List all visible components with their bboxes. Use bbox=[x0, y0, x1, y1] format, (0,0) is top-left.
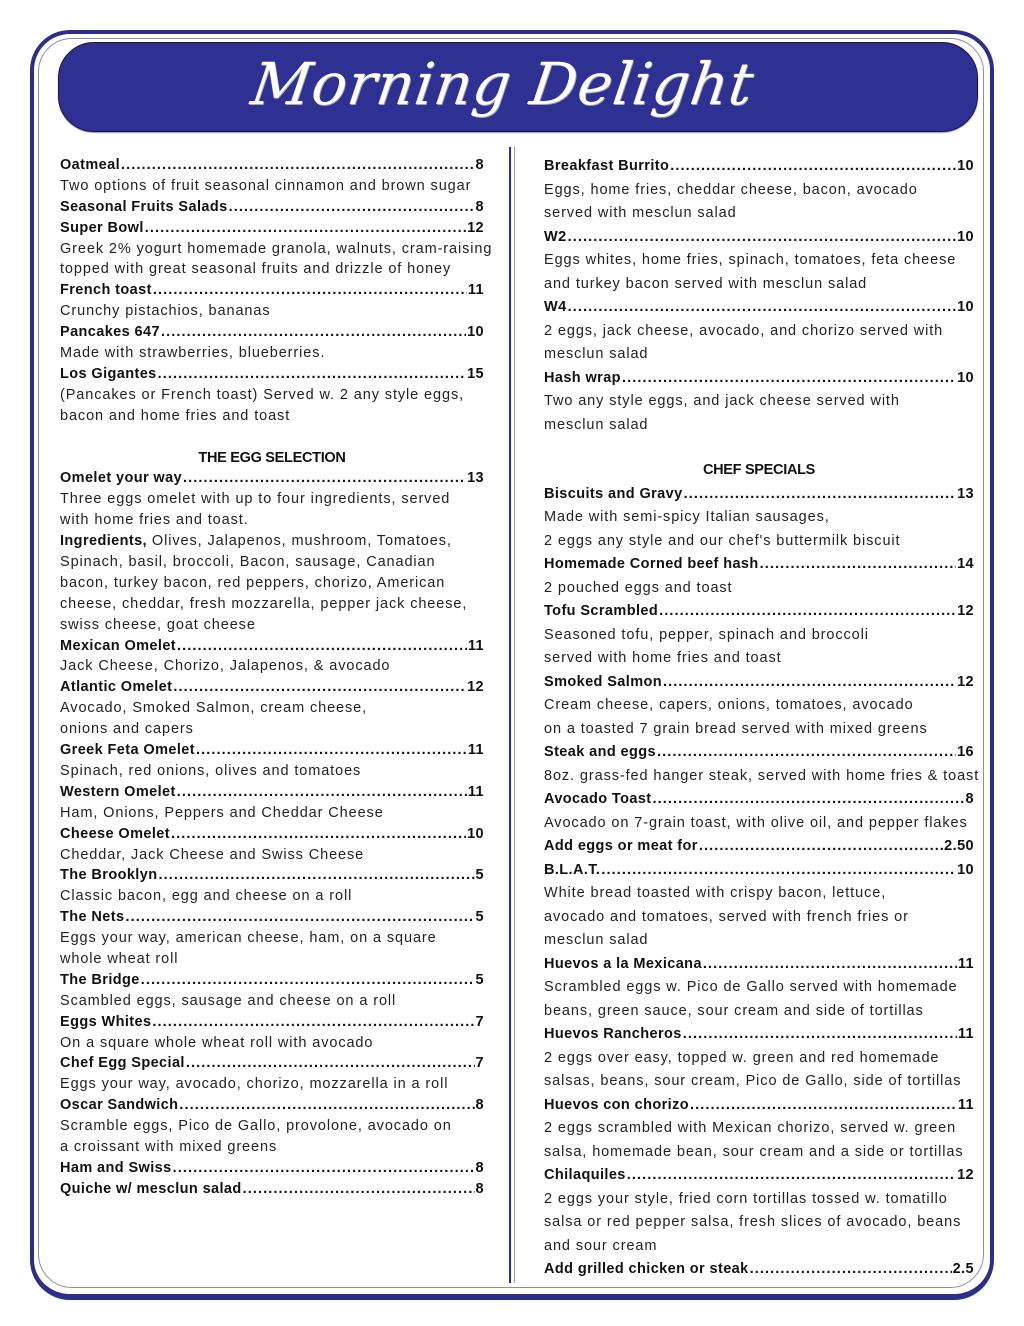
menu-item-description: 2 eggs over easy, topped w. green and red homemade bbox=[544, 1049, 940, 1066]
menu-item-price: 13 bbox=[957, 485, 974, 502]
menu-item bbox=[544, 859, 974, 883]
right-column bbox=[544, 155, 980, 1282]
dot-leader bbox=[152, 1012, 474, 1033]
menu-item-price: 10 bbox=[957, 861, 974, 878]
dot-leader bbox=[683, 1023, 957, 1047]
dot-leader bbox=[177, 636, 467, 657]
menu-item-description: with home fries and toast. bbox=[60, 512, 249, 529]
menu-item bbox=[544, 367, 974, 391]
dot-leader bbox=[173, 677, 466, 698]
menu-item-price: 8 bbox=[475, 1097, 484, 1114]
menu-item-price: 5 bbox=[475, 909, 484, 926]
menu-item-price: 11 bbox=[467, 783, 484, 800]
menu-item-name: Pancakes 647 bbox=[60, 324, 160, 341]
menu-item-description: 2 eggs scrambled with Mexican chorizo, served w. green bbox=[544, 1120, 957, 1136]
menu-item-description: Avocado on 7-grain toast, with olive oil, and pepper flakes bbox=[544, 814, 968, 831]
menu-item bbox=[60, 280, 484, 301]
menu-item-name: Mexican Omelet bbox=[60, 637, 177, 654]
ingredients-line: Spinach, basil, broccoli, Bacon, sausage, Canadian bbox=[60, 554, 436, 571]
menu-item-name: Chilaquiles bbox=[544, 1167, 626, 1183]
menu-item-description: Scrambled eggs w. Pico de Gallo served with homemade bbox=[544, 979, 958, 995]
dot-leader bbox=[601, 859, 956, 883]
menu-item-description: mesclun salad bbox=[544, 416, 649, 433]
menu-item bbox=[60, 1158, 484, 1179]
menu-item-description: On a square whole wheat roll with avocado bbox=[60, 1034, 374, 1051]
menu-item-price: 5 bbox=[475, 971, 484, 988]
menu-item-description: Scramble eggs, Pico de Gallo, provolone, avocado on bbox=[60, 1118, 452, 1135]
menu-item bbox=[60, 1012, 484, 1033]
menu-item-name: Seasonal Fruits Salads bbox=[60, 198, 228, 215]
menu-item-description: Spinach, red onions, olives and tomatoes bbox=[60, 762, 362, 779]
ingredients-label: Ingredients, bbox=[60, 533, 147, 550]
menu-item-name: The Bridge bbox=[60, 971, 140, 988]
menu-item-name: Avocado Toast bbox=[544, 791, 652, 807]
dot-leader bbox=[186, 1053, 475, 1074]
dot-leader bbox=[627, 1164, 956, 1188]
menu-item-name: B.L.A.T. bbox=[544, 861, 601, 878]
menu-item-description: and turkey bacon served with mesclun salad bbox=[544, 275, 868, 292]
dot-leader bbox=[145, 218, 466, 239]
menu-item-price: 14 bbox=[957, 556, 974, 572]
menu-item bbox=[544, 953, 974, 977]
menu-item-description: 2 pouched eggs and toast bbox=[544, 579, 733, 596]
menu-item-name: W4 bbox=[544, 299, 567, 315]
menu-item-description: avocado and tomatoes, served with french fries or bbox=[544, 908, 909, 925]
dot-leader bbox=[161, 322, 466, 343]
menu-item-price: 10 bbox=[957, 369, 974, 386]
dot-leader bbox=[125, 907, 474, 928]
menu-item-price: 11 bbox=[957, 1026, 974, 1042]
menu-item-price: 5 bbox=[475, 867, 484, 884]
menu-item-description: bacon and home fries and toast bbox=[60, 407, 291, 424]
menu-item-price: 10 bbox=[957, 228, 974, 245]
menu-item-description: Two options of fruit seasonal cinnamon and brown sugar bbox=[60, 177, 472, 194]
menu-item-name: French toast bbox=[60, 282, 152, 299]
menu-item bbox=[60, 865, 484, 886]
menu-item-name: The Nets bbox=[60, 909, 125, 926]
menu-item bbox=[60, 824, 484, 845]
menu-item-price: 11 bbox=[957, 955, 974, 972]
menu-item bbox=[60, 782, 484, 803]
menu-item-name: Add grilled chicken or steak bbox=[544, 1261, 749, 1277]
menu-item-name: Super Bowl bbox=[60, 219, 144, 236]
menu-item-name: The Brooklyn bbox=[60, 867, 158, 884]
menu-item-description: a croissant with mixed greens bbox=[60, 1138, 278, 1155]
menu-item-price: 11 bbox=[467, 637, 484, 654]
menu-item-name: Breakfast Burrito bbox=[544, 158, 670, 174]
dot-leader bbox=[622, 367, 956, 391]
dot-leader bbox=[653, 788, 965, 812]
menu-item bbox=[544, 1164, 974, 1188]
menu-item bbox=[60, 364, 484, 385]
dot-leader bbox=[699, 835, 943, 859]
menu-item-description: Classic bacon, egg and cheese on a roll bbox=[60, 888, 353, 905]
menu-item bbox=[544, 483, 974, 507]
ingredients-line: cheese, cheddar, fresh mozzarella, pepper jack cheese, bbox=[60, 595, 468, 612]
menu-item bbox=[544, 226, 974, 250]
menu-item-description: Cream cheese, capers, onions, tomatoes, avocado bbox=[544, 697, 914, 713]
dot-leader bbox=[179, 1095, 474, 1116]
ingredients-line: bacon, turkey bacon, red peppers, chorizo, American bbox=[60, 574, 446, 591]
menu-item-name: Quiche w/ mesclun salad bbox=[60, 1180, 242, 1197]
section-title-egg-selection: THE EGG SELECTION bbox=[198, 449, 346, 466]
menu-item-name: Homemade Corned beef hash bbox=[544, 556, 759, 572]
menu-item-price: 7 bbox=[475, 1055, 484, 1072]
menu-item bbox=[60, 468, 484, 489]
menu-item-description: White bread toasted with crispy bacon, lettuce, bbox=[544, 885, 887, 901]
menu-item bbox=[544, 741, 974, 765]
dot-leader bbox=[141, 970, 475, 991]
spacer bbox=[60, 427, 484, 448]
menu-item bbox=[60, 218, 484, 239]
menu-item-price: 16 bbox=[957, 744, 974, 760]
ingredients-text: Olives, Jalapenos, mushroom, Tomatoes, bbox=[146, 533, 452, 550]
menu-item-name: Oscar Sandwich bbox=[60, 1097, 179, 1114]
menu-item-name: Tofu Scrambled bbox=[544, 603, 659, 619]
menu-item-description: Jack Cheese, Chorizo, Jalapenos, & avocado bbox=[60, 658, 391, 675]
menu-item-description: onions and capers bbox=[60, 721, 194, 738]
menu-item bbox=[544, 1023, 974, 1047]
menu-item-description: salsa or red pepper salsa, fresh slices of avocado, beans bbox=[544, 1214, 962, 1230]
menu-item-price: 12 bbox=[957, 603, 974, 619]
menu-item-price: 8 bbox=[475, 198, 484, 215]
menu-item-description: Eggs, home fries, cheddar cheese, bacon, avocado bbox=[544, 181, 918, 198]
menu-item-price: 12 bbox=[957, 673, 974, 690]
menu-item-price: 10 bbox=[957, 299, 974, 315]
menu-item bbox=[544, 671, 974, 695]
dot-leader bbox=[690, 1094, 957, 1118]
menu-item-price: 2.50 bbox=[944, 838, 974, 854]
menu-item-price: 12 bbox=[467, 219, 484, 236]
dot-leader bbox=[121, 155, 475, 176]
dot-leader bbox=[173, 1158, 475, 1179]
menu-item bbox=[544, 155, 974, 179]
menu-item-name: Hash wrap bbox=[544, 369, 621, 386]
menu-item-name: Smoked Salmon bbox=[544, 673, 663, 690]
dot-leader bbox=[659, 600, 956, 624]
menu-item-name: Huevos Rancheros bbox=[544, 1026, 682, 1042]
menu-item-description: served with mesclun salad bbox=[544, 205, 737, 221]
dot-leader bbox=[657, 741, 956, 765]
dot-leader bbox=[684, 483, 957, 507]
dot-leader bbox=[568, 296, 957, 320]
menu-item-description: Three eggs omelet with up to four ingredients, served bbox=[60, 491, 451, 508]
menu-item-description: 2 eggs, jack cheese, avocado, and chorizo served with bbox=[544, 322, 944, 339]
dot-leader bbox=[568, 226, 957, 250]
menu-title: Morning Delight bbox=[247, 50, 759, 118]
menu-item-description: Eggs your way, avocado, chorizo, mozzarella in a roll bbox=[60, 1076, 449, 1093]
menu-item-price: 12 bbox=[467, 679, 484, 696]
menu-item-description: topped with great seasonal fruits and drizzle of honey bbox=[60, 261, 452, 278]
menu-item-name: W2 bbox=[544, 228, 567, 245]
menu-item-description: and sour cream bbox=[544, 1237, 658, 1254]
menu-item-description: Cheddar, Jack Cheese and Swiss Cheese bbox=[60, 846, 365, 863]
menu-item-name: Omelet your way bbox=[60, 470, 183, 487]
menu-item-price: 8 bbox=[965, 791, 974, 807]
menu-item-price: 10 bbox=[467, 324, 484, 341]
menu-item-description: beans, green sauce, sour cream and side of tortillas bbox=[544, 1002, 924, 1019]
menu-item-description: mesclun salad bbox=[544, 346, 649, 362]
menu-item-price: 2.5 bbox=[952, 1261, 974, 1277]
dot-leader bbox=[670, 155, 956, 179]
spacer bbox=[544, 437, 974, 459]
menu-item-name: Eggs Whites bbox=[60, 1013, 152, 1030]
menu-item bbox=[60, 155, 484, 176]
menu-item-description: 2 eggs your style, fried corn tortillas tossed w. tomatillo bbox=[544, 1190, 948, 1207]
menu-item-name: Cheese Omelet bbox=[60, 825, 170, 842]
menu-item bbox=[60, 322, 484, 343]
menu-item-price: 7 bbox=[475, 1013, 484, 1030]
menu-item-price: 12 bbox=[957, 1167, 974, 1183]
menu-item bbox=[544, 1258, 974, 1282]
menu-item bbox=[60, 677, 484, 698]
menu-item-description: 2 eggs any style and our chef's buttermilk biscuit bbox=[544, 532, 901, 549]
menu-item bbox=[60, 740, 484, 761]
dot-leader bbox=[750, 1258, 952, 1282]
dot-leader bbox=[229, 197, 475, 218]
menu-item bbox=[544, 553, 974, 577]
menu-item-description: Ham, Onions, Peppers and Cheddar Cheese bbox=[60, 804, 384, 821]
menu-item bbox=[60, 907, 484, 928]
menu-item bbox=[60, 1095, 484, 1116]
menu-item-description: Made with strawberries, blueberries. bbox=[60, 345, 326, 362]
menu-item-description: salsa, homemade bean, sour cream and a side or tortillas bbox=[544, 1143, 964, 1160]
menu-item-name: Atlantic Omelet bbox=[60, 679, 173, 696]
menu-item-price: 11 bbox=[957, 1096, 974, 1113]
menu-item-description: Eggs whites, home fries, spinach, tomatoes, feta cheese bbox=[544, 252, 957, 268]
dot-leader bbox=[177, 782, 467, 803]
ingredients-line bbox=[60, 531, 484, 552]
menu-item-description: Scambled eggs, sausage and cheese on a roll bbox=[60, 992, 397, 1009]
menu-item-price: 8 bbox=[475, 157, 484, 173]
breakfast-list bbox=[60, 155, 493, 427]
menu-header-banner bbox=[58, 42, 978, 132]
dot-leader bbox=[153, 280, 467, 301]
menu-item-price: 10 bbox=[467, 825, 484, 842]
menu-item-description: 8oz. grass-fed hanger steak, served with home fries & toast bbox=[544, 767, 980, 784]
dot-leader bbox=[663, 671, 956, 695]
menu-item-price: 10 bbox=[957, 158, 974, 174]
menu-item-description: on a toasted 7 grain bread served with mixed greens bbox=[544, 720, 928, 737]
menu-item-price: 15 bbox=[467, 365, 484, 382]
dot-leader bbox=[183, 468, 466, 489]
menu-item-description: Crunchy pistachios, bananas bbox=[60, 303, 271, 320]
menu-item-name: Huevos a la Mexicana bbox=[544, 955, 702, 972]
menu-item-description: whole wheat roll bbox=[60, 950, 179, 967]
menu-item-name: Ham and Swiss bbox=[60, 1159, 172, 1176]
menu-item-price: 13 bbox=[467, 470, 484, 487]
dot-leader bbox=[196, 740, 467, 761]
menu-item-name: Biscuits and Gravy bbox=[544, 485, 683, 502]
menu-item-name: Steak and eggs bbox=[544, 744, 656, 760]
menu-item-name: Huevos con chorizo bbox=[544, 1096, 689, 1113]
section-title-chef-specials: CHEF SPECIALS bbox=[702, 462, 816, 478]
ingredients-line: swiss cheese, goat cheese bbox=[60, 616, 256, 633]
menu-item bbox=[544, 835, 974, 859]
menu-item-description: Avocado, Smoked Salmon, cream cheese, bbox=[60, 700, 368, 717]
chef-specials-list bbox=[544, 483, 980, 1282]
dot-leader bbox=[703, 953, 957, 977]
dot-leader bbox=[171, 824, 466, 845]
menu-item-price: 11 bbox=[467, 742, 484, 759]
menu-item-name: Oatmeal bbox=[60, 157, 121, 173]
menu-item bbox=[544, 296, 974, 320]
menu-item-name: Western Omelet bbox=[60, 783, 176, 800]
menu-item-name: Los Gigantes bbox=[60, 365, 157, 382]
menu-item-description: Seasoned tofu, pepper, spinach and broccoli bbox=[544, 626, 869, 643]
menu-item bbox=[60, 1179, 484, 1200]
menu-item bbox=[60, 970, 484, 991]
column-divider bbox=[509, 147, 511, 1283]
menu-item bbox=[544, 1094, 974, 1118]
menu-item-description: Greek 2% yogurt homemade granola, walnuts, cram-raising bbox=[60, 240, 493, 257]
menu-item-description: salsas, beans, sour cream, Pico de Gallo, side of tortillas bbox=[544, 1073, 962, 1089]
menu-item-price: 8 bbox=[475, 1159, 484, 1176]
menu-item bbox=[60, 197, 484, 218]
dot-leader bbox=[760, 553, 956, 577]
menu-item-description: Made with semi-spicy Italian sausages, bbox=[544, 509, 830, 525]
egg-selection-list bbox=[60, 468, 484, 1199]
menu-item bbox=[544, 600, 974, 624]
menu-item-description: served with home fries and toast bbox=[544, 650, 782, 666]
menu-item-description: (Pancakes or French toast) Served w. 2 any style eggs, bbox=[60, 386, 465, 403]
column-divider-shadow bbox=[514, 147, 515, 1283]
menu-item-description: Two any style eggs, and jack cheese served with bbox=[544, 393, 900, 409]
menu-item bbox=[60, 636, 484, 657]
menu-item bbox=[60, 1053, 484, 1074]
menu-item-name: Greek Feta Omelet bbox=[60, 742, 195, 759]
menu-item-description: Eggs your way, american cheese, ham, on a square bbox=[60, 930, 437, 947]
dot-leader bbox=[158, 865, 474, 886]
menu-item-description: mesclun salad bbox=[544, 932, 649, 948]
left-column bbox=[60, 155, 493, 1200]
menu-item-price: 11 bbox=[467, 282, 484, 299]
menu-item-name: Chef Egg Special bbox=[60, 1055, 185, 1072]
wraps-list bbox=[544, 155, 974, 437]
menu-item-price: 8 bbox=[475, 1180, 484, 1197]
menu-item bbox=[544, 788, 974, 812]
dot-leader bbox=[243, 1179, 475, 1200]
menu-item-name: Add eggs or meat for bbox=[544, 838, 698, 854]
dot-leader bbox=[158, 364, 466, 385]
